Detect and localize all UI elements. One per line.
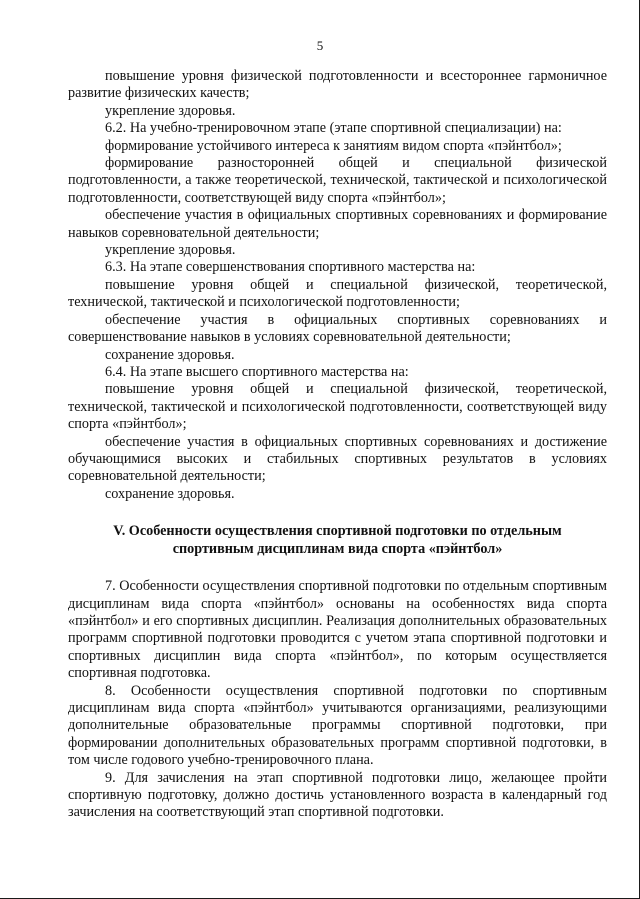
paragraph: 9. Для зачисления на этап спортивной подготовки лицо, желающее пройти спортивную подготовку, должно достичь установленного возраста в календарный год зачисления на соответствующий этап спортивной подготовки. [68, 769, 607, 821]
paragraph: сохранение здоровья. [105, 346, 235, 363]
section-body [68, 578, 607, 822]
paragraph: повышение уровня общей и специальной физической, теоретической, технической, тактической и психологической подготовленности, соответствующей виду спорта «пэйнтбол»; [68, 381, 607, 433]
paragraph: сохранение здоровья. [105, 485, 235, 502]
document-body [68, 68, 607, 822]
paragraph: формирование устойчивого интереса к занятиям видом спорта «пэйнтбол»; [105, 137, 562, 154]
paragraph: 7. Особенности осуществления спортивной подготовки по отдельным спортивным дисциплинам вида спорта «пэйнтбол» основаны на особенностях вида спорта «пэйнтбол» и его спортивных дисциплин. Реализация дополнительных образовательных программ спортивной подготовки проводится с учетом этапа спортивной подготовки и спортивных дисциплин вида спорта «пэйнтбол», по которым осуществляется спортивная подготовка. [68, 578, 607, 682]
page-number: 5 [316, 38, 324, 53]
paragraph: обеспечение участия в официальных спортивных соревнованиях и совершенствование навыков в условиях соревновательной деятельности; [68, 311, 607, 346]
paragraph: формирование разносторонней общей и специальной физической подготовленности, а также теоретической, технической, тактической и психологической подготовленности, соответствующей виду спорта «пэйнтбол»; [68, 155, 607, 206]
section-heading-line: V. Особенности осуществления спортивной подготовки по отдельным [113, 523, 562, 540]
section-heading [68, 522, 607, 558]
paragraph: 6.2. На учебно-тренировочном этапе (этапе спортивной специализации) на: [105, 120, 562, 137]
paragraph: укрепление здоровья. [105, 242, 236, 259]
paragraph: укрепление здоровья. [105, 102, 236, 119]
section-heading-line: спортивным дисциплинам вида спорта «пэйнтбол» [172, 541, 503, 558]
paragraph: обеспечение участия в официальных спортивных соревнованиях и формирование навыков соревновательной деятельности; [68, 207, 607, 241]
paragraph: обеспечение участия в официальных спортивных соревнованиях и достижение обучающимися высоких и стабильных спортивных результатов в условиях соревновательной деятельности; [68, 433, 607, 485]
paragraph: 6.4. На этапе высшего спортивного мастерства на: [105, 363, 409, 380]
paragraph: повышение уровня общей и специальной физической, теоретической, технической, тактической и психологической подготовленности; [68, 276, 607, 311]
paragraph: 8. Особенности осуществления спортивной подготовки по спортивным дисциплинам вида спорта «пэйнтбол» учитываются организациями, реализующими дополнительные образовательные программы спортивной подготовки, при формировании дополнительных образовательных программ спортивной подготовки, в том числе годового учебно-тренировочного плана. [68, 682, 607, 769]
paragraph: 6.3. На этапе совершенствования спортивного мастерства на: [105, 259, 476, 276]
paragraph: повышение уровня физической подготовленности и всестороннее гармоничное развитие физических качеств; [68, 68, 607, 102]
